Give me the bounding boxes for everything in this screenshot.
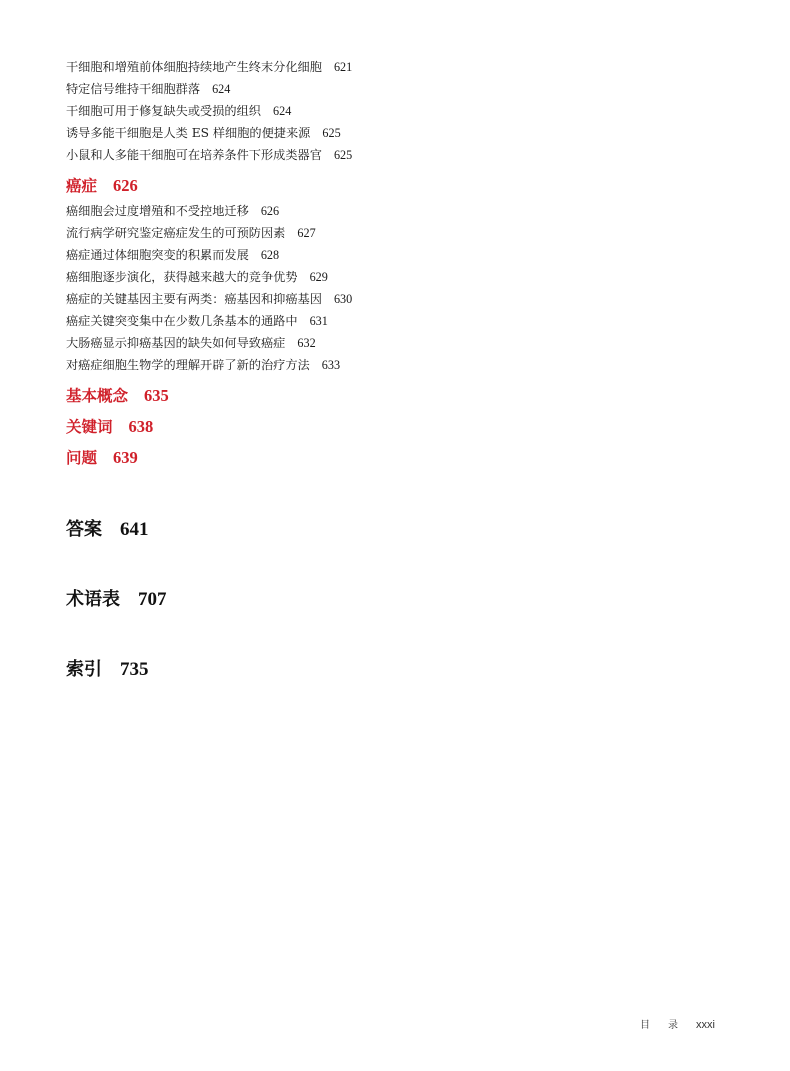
toc-entry[interactable] [66, 100, 766, 122]
toc-entry-title: 癌症的关键基因主要有两类：癌基因和抑癌基因 [66, 292, 322, 306]
toc-chapter-title: 索引 [66, 659, 102, 680]
footer-label-part-1: 目 [640, 1020, 650, 1031]
toc-entry-page: 625 [322, 126, 341, 140]
toc-entry-page: 625 [333, 148, 353, 162]
toc-entry-title: 流行病学研究鉴定癌症发生的可预防因素 [66, 226, 286, 240]
toc-entry-page: 624 [212, 82, 231, 96]
toc-entry-title: 干细胞和增殖前体细胞持续地产生终末分化细胞 [66, 60, 322, 74]
toc-entry-page: 633 [321, 358, 341, 372]
page-footer [640, 1016, 715, 1031]
toc-entry[interactable] [66, 244, 766, 266]
toc-entry-title: 癌症关键突变集中在少数几条基本的通路中 [66, 314, 298, 328]
toc-entry[interactable] [66, 200, 766, 222]
toc-section-title: 问题 [66, 449, 98, 467]
toc-section-keywords[interactable] [66, 411, 766, 442]
footer-label-part-2: 录 [668, 1020, 678, 1031]
toc-entry-page: 626 [260, 204, 280, 218]
toc-entry-title: 癌细胞会过度增殖和不受控地迁移 [66, 204, 249, 218]
table-of-contents [66, 56, 766, 705]
toc-entry[interactable] [66, 310, 766, 332]
toc-entry-page: 628 [260, 248, 280, 262]
toc-entry-page: 632 [297, 336, 316, 350]
toc-section-page: 626 [113, 176, 138, 195]
toc-entry[interactable] [66, 122, 766, 144]
toc-section-title: 癌症 [66, 177, 98, 195]
toc-entry-page: 631 [309, 314, 328, 328]
toc-entry[interactable] [66, 144, 766, 166]
toc-entry[interactable] [66, 288, 766, 310]
toc-entry-title: 癌症通过体细胞突变的积累而发展 [66, 248, 249, 262]
toc-chapter-title: 术语表 [66, 589, 120, 610]
toc-entry-title: 特定信号维持干细胞群落 [66, 82, 201, 96]
toc-chapter-answers[interactable] [66, 495, 766, 565]
toc-entry[interactable] [66, 56, 766, 78]
toc-section-cancer[interactable] [66, 172, 766, 200]
footer-page-number: xxxi [696, 1019, 715, 1031]
toc-chapter-page: 735 [120, 659, 149, 680]
toc-entry-page: 627 [297, 226, 316, 240]
toc-entry-title: 大肠癌显示抑癌基因的缺失如何导致癌症 [66, 336, 286, 350]
toc-section-title: 基本概念 [66, 387, 129, 405]
toc-entry-title: 对癌症细胞生物学的理解开辟了新的治疗方法 [66, 358, 310, 372]
toc-entry-page: 621 [333, 60, 353, 74]
toc-entry[interactable] [66, 222, 766, 244]
toc-entry[interactable] [66, 266, 766, 288]
toc-entry[interactable] [66, 78, 766, 100]
toc-section-page: 638 [128, 417, 154, 436]
toc-entry-title: 癌细胞逐步演化，获得越来越大的竞争优势 [66, 270, 298, 284]
toc-chapter-title: 答案 [66, 519, 102, 540]
toc-entry-title: 诱导多能干细胞是人类 ES 样细胞的便捷来源 [66, 126, 311, 140]
toc-chapter-page: 641 [120, 519, 149, 540]
toc-section-key-concepts[interactable] [66, 380, 766, 411]
toc-entry-title: 干细胞可用于修复缺失或受损的组织 [66, 104, 261, 118]
toc-entry-page: 629 [309, 270, 328, 284]
toc-chapter-index[interactable] [66, 635, 766, 705]
toc-chapter-glossary[interactable] [66, 565, 766, 635]
toc-section-page: 639 [113, 448, 138, 467]
toc-section-page: 635 [144, 386, 169, 405]
toc-entry-page: 630 [333, 292, 353, 306]
toc-entry[interactable] [66, 354, 766, 376]
toc-entry[interactable] [66, 332, 766, 354]
toc-chapter-page: 707 [138, 589, 167, 610]
toc-section-title: 关键词 [66, 418, 113, 436]
toc-section-questions[interactable] [66, 442, 766, 473]
toc-entry-title: 小鼠和人多能干细胞可在培养条件下形成类器官 [66, 148, 322, 162]
toc-entry-page: 624 [273, 104, 292, 118]
